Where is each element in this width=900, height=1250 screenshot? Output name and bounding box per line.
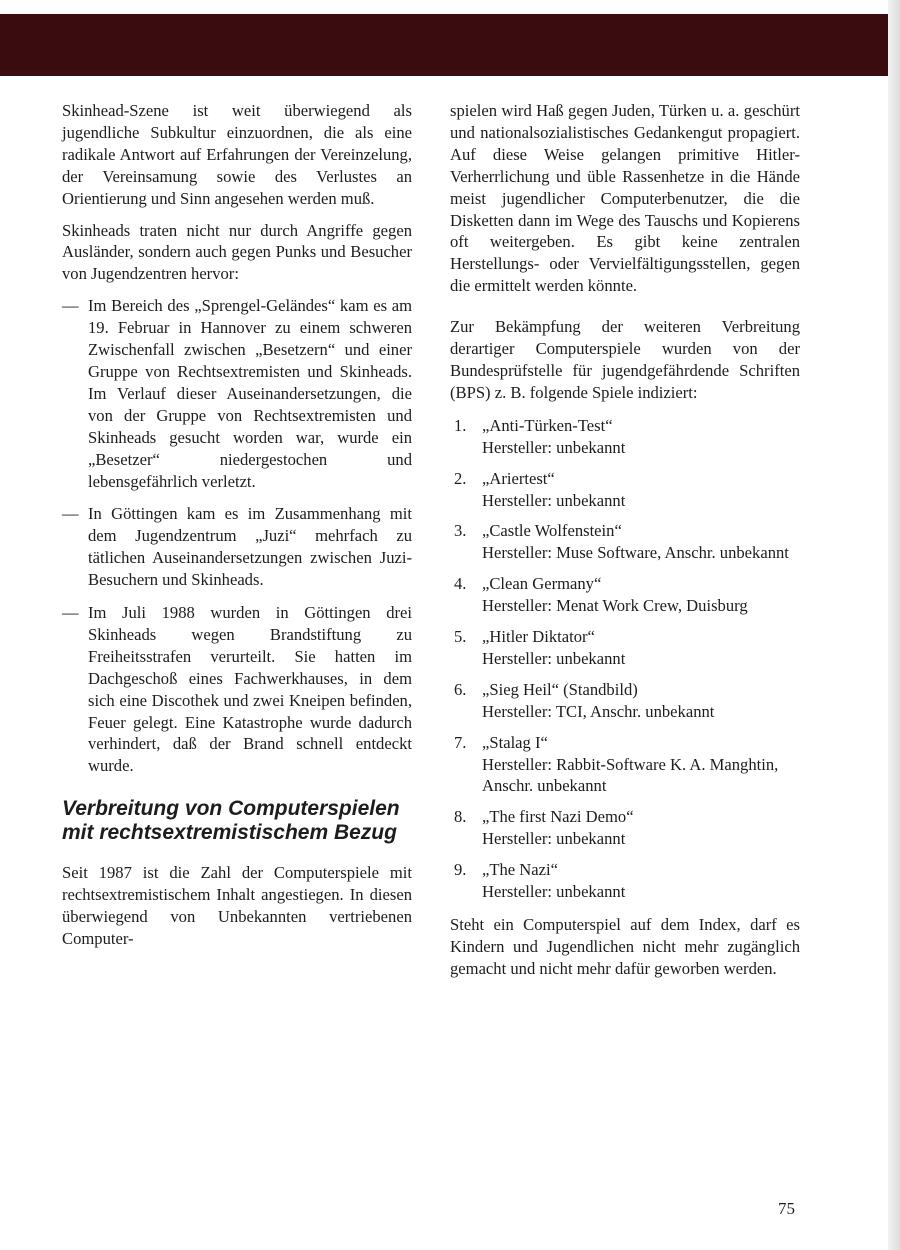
game-publisher: Hersteller: TCI, Anschr. unbekannt xyxy=(482,701,715,721)
left-column xyxy=(62,100,412,950)
list-item xyxy=(62,295,412,492)
list-item xyxy=(450,573,800,617)
game-publisher: Hersteller: Menat Work Crew, Duisburg xyxy=(482,596,748,616)
game-title: „Ariertest“ xyxy=(482,468,555,488)
dash-marker: — xyxy=(62,296,79,316)
dash-marker: — xyxy=(62,504,79,524)
game-publisher: Hersteller: unbekannt xyxy=(482,648,626,668)
game-publisher: Hersteller: unbekannt xyxy=(482,882,626,902)
list-item xyxy=(450,626,800,670)
game-publisher: Hersteller: Rabbit-Software K. A. Manghtin, Anschr. unbekannt xyxy=(482,754,779,796)
game-title: „Clean Germany“ xyxy=(482,574,602,594)
incident-list xyxy=(62,295,412,777)
game-publisher: Hersteller: unbekannt xyxy=(482,829,626,849)
list-item xyxy=(450,468,800,512)
closing-paragraph: Steht ein Computerspiel auf dem Index, darf es Kindern und Jugendlichen nicht mehr zugänglich gemacht und nicht mehr dafür geworben werden. xyxy=(450,915,800,978)
game-title: „Stalag I“ xyxy=(482,732,548,752)
list-item xyxy=(450,732,800,798)
indexed-games-list xyxy=(450,415,800,903)
attacks-paragraph: Skinheads traten nicht nur durch Angriffe gegen Ausländer, sondern auch gegen Punks und Besucher von Jugendzentren hervor: xyxy=(62,220,412,284)
item-number: 7. xyxy=(454,732,467,752)
game-title: „Hitler Diktator“ xyxy=(482,627,595,647)
game-publisher: Hersteller: Muse Software, Anschr. unbekannt xyxy=(482,543,789,563)
list-item xyxy=(450,679,800,723)
list-item xyxy=(450,859,800,903)
page-edge-shadow xyxy=(888,0,900,1250)
game-publisher: Hersteller: unbekannt xyxy=(482,437,626,457)
game-publisher: Hersteller: unbekannt xyxy=(482,490,626,510)
section-heading: Verbreitung von Computerspielen mit rechtsextremistischem Bezug xyxy=(62,797,400,845)
item-number: 5. xyxy=(454,627,467,647)
game-title: „Sieg Heil“ (Standbild) xyxy=(482,679,638,699)
list-item xyxy=(62,503,412,591)
bps-paragraph: Zur Bekämpfung der weiteren Verbreitung derartiger Computerspiele wurden von der Bundesprüfstelle für jugendgefährdende Schriften (BPS) z. B. folgende Spiele indiziert: xyxy=(450,317,800,402)
dash-marker: — xyxy=(62,603,79,623)
item-number: 9. xyxy=(454,860,467,880)
right-column xyxy=(450,100,800,980)
list-item xyxy=(450,806,800,850)
game-title: „The first Nazi Demo“ xyxy=(482,807,634,827)
list-item xyxy=(62,602,412,777)
game-title: „The Nazi“ xyxy=(482,860,559,880)
item-number: 6. xyxy=(454,679,467,699)
incident-text: In Göttingen kam es im Zusammenhang mit dem Jugendzentrum „Juzi“ mehrfach zu tätlichen Auseinandersetzungen zwischen Juzi-Besuchern und Skinheads. xyxy=(88,504,412,590)
item-number: 8. xyxy=(454,807,467,827)
item-number: 2. xyxy=(454,468,467,488)
header-band xyxy=(0,14,888,76)
intro-paragraph: Skinhead-Szene ist weit überwiegend als jugendliche Subkultur einzuordnen, die als eine radikale Antwort auf Erfahrungen der Vereinzelung, der Vereinsamung sowie des Verlustes an Orientierung und Sinn angesehen werden muß. xyxy=(62,101,412,208)
continuation-paragraph: spielen wird Haß gegen Juden, Türken u. a. geschürt und nationalsozialistisches Gedankengut propagiert. Auf diese Weise gelangen primitive Hitler-Verherrlichung und üble Rassenhetze in die Hände meist jugendlicher Computerbenutzer, die die Disketten dann im Wege des Tauschs und Kopierens oft weitergeben. Es gibt keine zentralen Herstellungs- oder Vervielfältigungsstellen, gegen die ermittelt werden könnte. xyxy=(450,101,800,296)
item-number: 4. xyxy=(454,574,467,594)
list-item xyxy=(450,415,800,459)
game-title: „Anti-Türken-Test“ xyxy=(482,415,613,435)
incident-text: Im Bereich des „Sprengel-Geländes“ kam es am 19. Februar in Hannover zu einem schweren Zwischenfall zwischen „Besetzern“ und einer Gruppe von Rechtsextremisten und Skinheads. Im Verlauf dieser Auseinandersetzungen, die von der Gruppe von Rechtsextremisten und Skinheads gesucht worden war, wurde ein „Besetzer“ niedergestochen und lebensgefährlich verletzt. xyxy=(88,296,412,491)
item-number: 3. xyxy=(454,521,467,541)
incident-text: Im Juli 1988 wurden in Göttingen drei Skinheads wegen Brandstiftung zu Freiheitsstrafen verurteilt. Sie hatten im Dachgeschoß eines Fachwerkhauses, in dem sich eine Discothek und zwei Kneipen befinden, Feuer gelegt. Eine Katastrophe wurde dadurch verhindert, daß der Brand schnell entdeckt wurde. xyxy=(88,603,412,776)
item-number: 1. xyxy=(454,415,467,435)
game-title: „Castle Wolfenstein“ xyxy=(482,521,622,541)
list-item xyxy=(450,520,800,564)
section-paragraph: Seit 1987 ist die Zahl der Computerspiele mit rechtsextremistischem Inhalt angestiegen. In diesen überwiegend von Unbekannten vertriebenen Computer- xyxy=(62,863,412,948)
page-number: 75 xyxy=(778,1199,795,1218)
